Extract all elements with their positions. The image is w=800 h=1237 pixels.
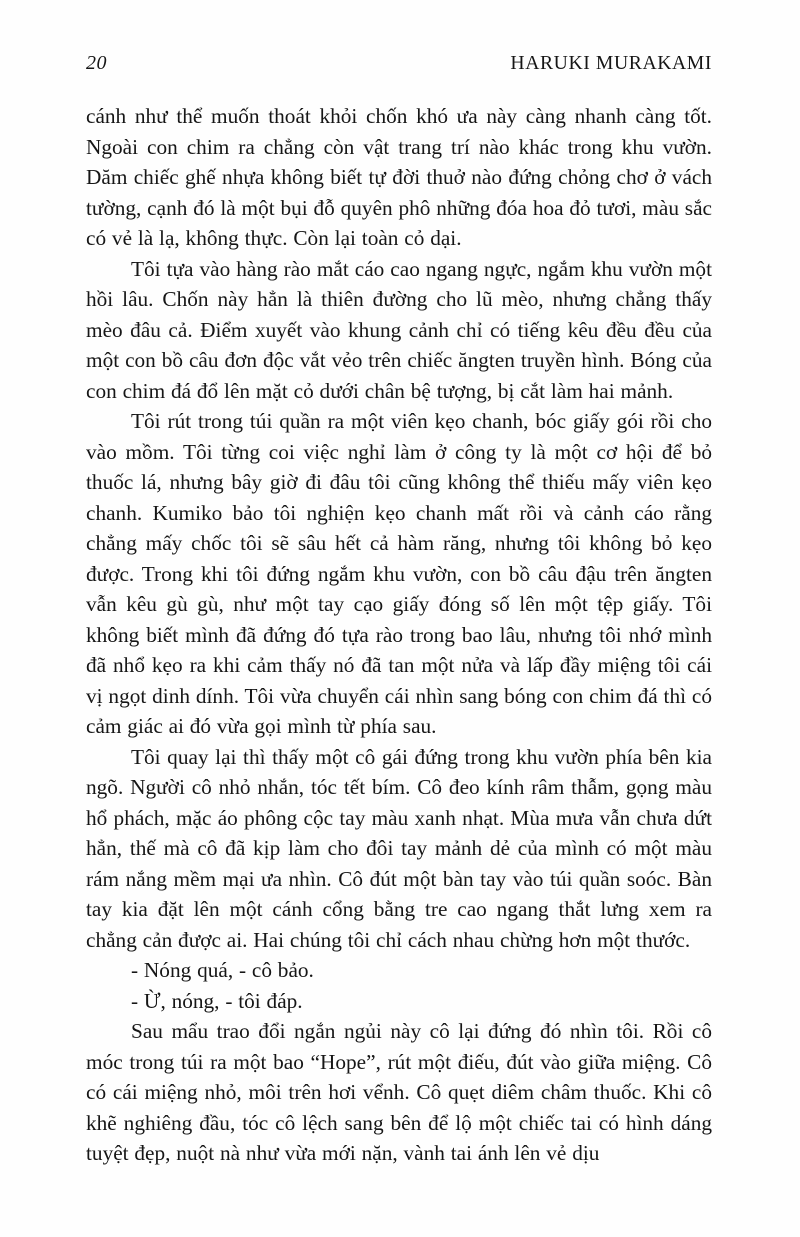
paragraph: Tôi tựa vào hàng rào mắt cáo cao ngang ngực, ngắm khu vườn một hồi lâu. Chốn này hẳn là thiên đường cho lũ mèo, nhưng chẳng thấy mèo đâu cả. Điểm xuyết vào khung cảnh chỉ có tiếng kêu đều đều của một con bồ câu đơn độc vắt vẻo trên chiếc ăngten truyền hình. Bóng của con chim đá đổ lên mặt cỏ dưới chân bệ tượng, bị cắt làm hai mảnh.	[86, 256, 712, 403]
paragraph: Sau mẩu trao đổi ngắn ngủi này cô lại đứng đó nhìn tôi. Rồi cô móc trong túi ra một bao “Hope”, rút một điếu, đút vào giữa miệng. Cô có cái miệng nhỏ, môi trên hơi vểnh. Cô quẹt diêm châm thuốc. Khi cô khẽ nghiêng đầu, tóc cô lệch sang bên để lộ một chiếc tai có hình dáng tuyệt đẹp, nuột nà như vừa mới nặn, vành tai ánh lên vẻ dịu	[86, 1019, 712, 1165]
running-header-author: HARUKI MURAKAMI	[510, 52, 712, 74]
page-number: 20	[86, 52, 107, 74]
paragraph: Tôi rút trong túi quần ra một viên kẹo chanh, bóc giấy gói rồi cho vào mồm. Tôi từng coi việc nghỉ làm ở công ty là một cơ hội để bỏ thuốc lá, nhưng bây giờ đi đâu tôi cũng không thể thiếu mấy viên kẹo chanh. Kumiko bảo tôi nghiện kẹo chanh mất rồi và cảnh cáo rằng chẳng mấy chốc tôi sẽ sâu hết cả hàm răng, nhưng tôi không bỏ kẹo được. Trong khi tôi đứng ngắm khu vườn, con bồ câu đậu trên ăngten vẫn kêu gù gù, như một tay cạo giấy đóng số lên một tệp giấy. Tôi không biết mình đã đứng đó tựa rào trong bao lâu, nhưng tôi nhớ mình đã nhổ kẹo ra khi cảm thấy nó đã tan một nửa và lấp đầy miệng tôi cái vị ngọt dinh dính. Tôi vừa chuyển cái nhìn sang bóng con chim đá thì có cảm giác ai đó vừa gọi mình từ phía sau.	[86, 409, 712, 738]
dialogue-line: - Ừ, nóng, - tôi đáp.	[131, 988, 303, 1013]
paragraph-continuation: cánh như thể muốn thoát khỏi chốn khó ưa này càng nhanh càng tốt. Ngoài con chim ra chẳng còn vật trang trí nào khác trong khu vườn. Dăm chiếc ghế nhựa không biết tự đời thuở nào đứng chỏng chơ ở vách tường, cạnh đó là một bụi đỗ quyên phô những đóa hoa đỏ tươi, màu sắc có vẻ là lạ, không thực. Còn lại toàn cỏ dại.	[86, 104, 712, 250]
body-text	[86, 101, 712, 1169]
dialogue-line: - Nóng quá, - cô bảo.	[131, 958, 314, 982]
paragraph: Tôi quay lại thì thấy một cô gái đứng trong khu vườn phía bên kia ngõ. Người cô nhỏ nhắn, tóc tết bím. Cô đeo kính râm thẫm, gọng màu hổ phách, mặc áo phông cộc tay màu xanh nhạt. Mùa mưa vẫn chưa dứt hẳn, thế mà cô đã kịp làm cho đôi tay mảnh dẻ của mình có một màu rám nắng mềm mại ưa nhìn. Cô đút một bàn tay vào túi quần soóc. Bàn tay kia đặt lên một cánh cổng bằng tre cao ngang thắt lưng xem ra chẳng cản được ai. Hai chúng tôi chỉ cách nhau chừng hơn một thước.	[86, 744, 712, 952]
running-header	[86, 52, 712, 75]
